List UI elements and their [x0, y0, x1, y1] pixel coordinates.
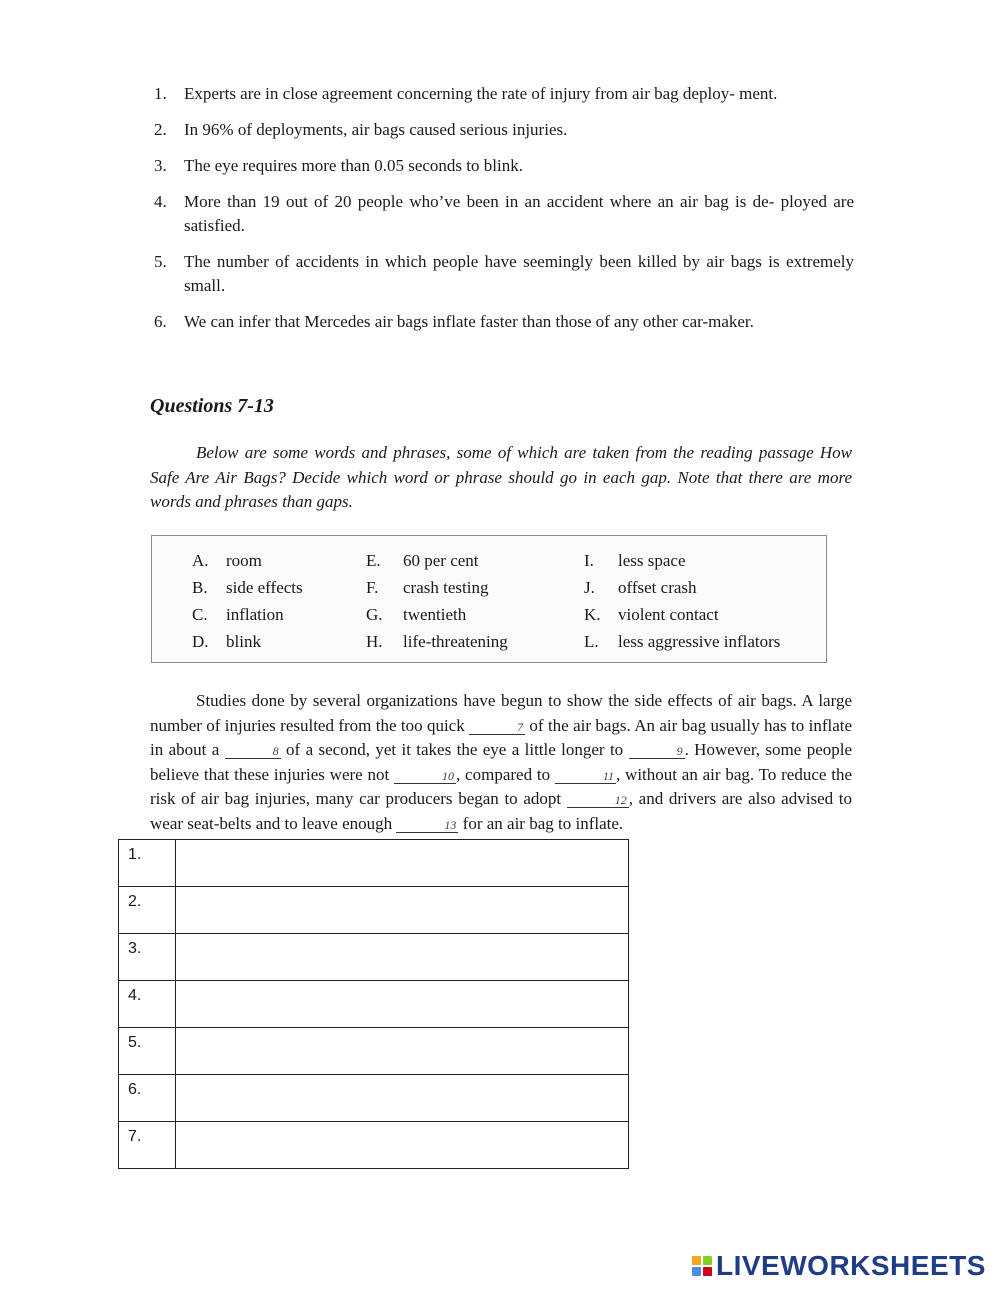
option-letter: C.	[192, 605, 208, 624]
logo-mark-icon	[692, 1256, 712, 1276]
option-item	[192, 577, 303, 599]
passage-text: , without an air bag. To reduce the risk of air bag injuries, many car producers began to adopt	[150, 764, 852, 808]
option-item	[584, 550, 686, 572]
answer-number: 1.	[119, 840, 176, 887]
answer-table	[118, 839, 629, 1169]
statement-item	[154, 190, 854, 238]
option-letter: L.	[584, 632, 599, 651]
answer-row	[119, 1028, 629, 1075]
option-text: room	[226, 551, 262, 570]
option-letter: G.	[366, 605, 383, 624]
answer-cell[interactable]	[176, 981, 629, 1028]
answer-cell[interactable]	[176, 934, 629, 981]
statement-item	[154, 154, 854, 178]
gap-12: 12	[567, 793, 629, 808]
option-text: twentieth	[403, 605, 467, 624]
statement-text: More than 19 out of 20 people who’ve been in an accident where an air bag is de- ployed are satisfied.	[184, 192, 854, 235]
option-item	[584, 577, 697, 599]
logo-square	[692, 1256, 701, 1265]
option-text: offset crash	[618, 578, 697, 597]
passage-text: , and drivers are also advised to wear seat-belts and to leave enough	[150, 789, 852, 833]
statements-list	[154, 82, 854, 346]
option-letter: E.	[366, 551, 381, 570]
option-letter: D.	[192, 632, 209, 651]
statement-number: 6.	[154, 312, 167, 331]
option-text: less space	[618, 551, 686, 570]
statement-item	[154, 118, 854, 142]
option-letter: I.	[584, 551, 594, 570]
answer-number: 7.	[119, 1122, 176, 1169]
logo-square	[692, 1267, 701, 1276]
option-item	[366, 604, 466, 626]
passage-text: of the air bags. An air bag usually has to inflate in about a	[150, 715, 853, 759]
statement-item	[154, 310, 854, 334]
section-title: Questions 7-13	[150, 395, 274, 417]
logo-square	[703, 1267, 712, 1276]
option-text: 60 per cent	[403, 551, 479, 570]
answer-row	[119, 934, 629, 981]
option-letter: J.	[584, 578, 595, 597]
answer-number: 2.	[119, 887, 176, 934]
statement-text: We can infer that Mercedes air bags inflate faster than those of any other car-maker.	[184, 312, 754, 331]
option-text: crash testing	[403, 578, 489, 597]
answer-row	[119, 981, 629, 1028]
statement-text: The number of accidents in which people have seemingly been killed by air bags is extremely small.	[184, 252, 854, 295]
option-item	[192, 604, 284, 626]
option-letter: F.	[366, 578, 379, 597]
answer-number: 5.	[119, 1028, 176, 1075]
option-text: life-threatening	[403, 632, 508, 651]
gap-7: 7	[469, 720, 525, 735]
statement-number: 2.	[154, 120, 167, 139]
gap-9: 9	[629, 744, 685, 759]
option-text: side effects	[226, 578, 303, 597]
option-text: violent contact	[618, 605, 719, 624]
answer-cell[interactable]	[176, 840, 629, 887]
option-letter: H.	[366, 632, 383, 651]
answer-row	[119, 887, 629, 934]
option-text: inflation	[226, 605, 284, 624]
answer-row	[119, 1122, 629, 1169]
statement-text: Experts are in close agreement concerning the rate of injury from air bag deploy- ment.	[184, 84, 778, 103]
option-item	[192, 550, 262, 572]
option-letter: K.	[584, 605, 601, 624]
passage-text: Studies done by several organizations have begun to show the side effects of air bags. A large number of injuries resulted from the too quick	[150, 691, 852, 735]
option-item	[366, 577, 488, 599]
statement-number: 4.	[154, 192, 167, 211]
option-text: blink	[226, 632, 261, 651]
liveworksheets-logo[interactable]	[692, 1250, 986, 1282]
statement-number: 5.	[154, 252, 167, 271]
statement-text: The eye requires more than 0.05 seconds to blink.	[184, 156, 523, 175]
option-item	[584, 631, 780, 653]
gap-8: 8	[225, 744, 281, 759]
statement-number: 1.	[154, 84, 167, 103]
passage-text: , compared to	[456, 764, 555, 784]
option-item	[366, 631, 508, 653]
option-item	[366, 550, 479, 572]
answer-cell[interactable]	[176, 1122, 629, 1169]
option-letter: B.	[192, 578, 208, 597]
answer-number: 4.	[119, 981, 176, 1028]
logo-text: LIVEWORKSHEETS	[716, 1250, 986, 1281]
logo-square	[703, 1256, 712, 1265]
answer-cell[interactable]	[176, 1075, 629, 1122]
answer-cell[interactable]	[176, 887, 629, 934]
instructions: Below are some words and phrases, some of which are taken from the reading passage How Safe Are Air Bags? Decide which word or phrase should go in each gap. Note that there are more words and phrases than gaps.	[150, 443, 852, 511]
statement-item	[154, 82, 854, 106]
word-options-box	[151, 535, 827, 663]
gap-10: 10	[394, 769, 456, 784]
answer-cell[interactable]	[176, 1028, 629, 1075]
answer-row	[119, 840, 629, 887]
statement-text: In 96% of deployments, air bags caused serious injuries.	[184, 120, 568, 139]
passage-text: for an air bag to inflate.	[458, 813, 624, 833]
option-item	[584, 604, 719, 626]
answer-row	[119, 1075, 629, 1122]
answer-number: 3.	[119, 934, 176, 981]
gap-13: 13	[396, 818, 458, 833]
option-text: less aggressive inflators	[618, 632, 781, 651]
gap-fill-passage	[150, 689, 852, 836]
answer-number: 6.	[119, 1075, 176, 1122]
gap-11: 11	[555, 769, 616, 784]
statement-item	[154, 250, 854, 298]
passage-text: of a second, yet it takes the eye a little longer to	[280, 740, 629, 759]
passage-text: . However, some people believe that these injuries were not	[150, 740, 853, 784]
statement-number: 3.	[154, 156, 167, 175]
option-letter: A.	[192, 551, 209, 570]
option-item	[192, 631, 261, 653]
